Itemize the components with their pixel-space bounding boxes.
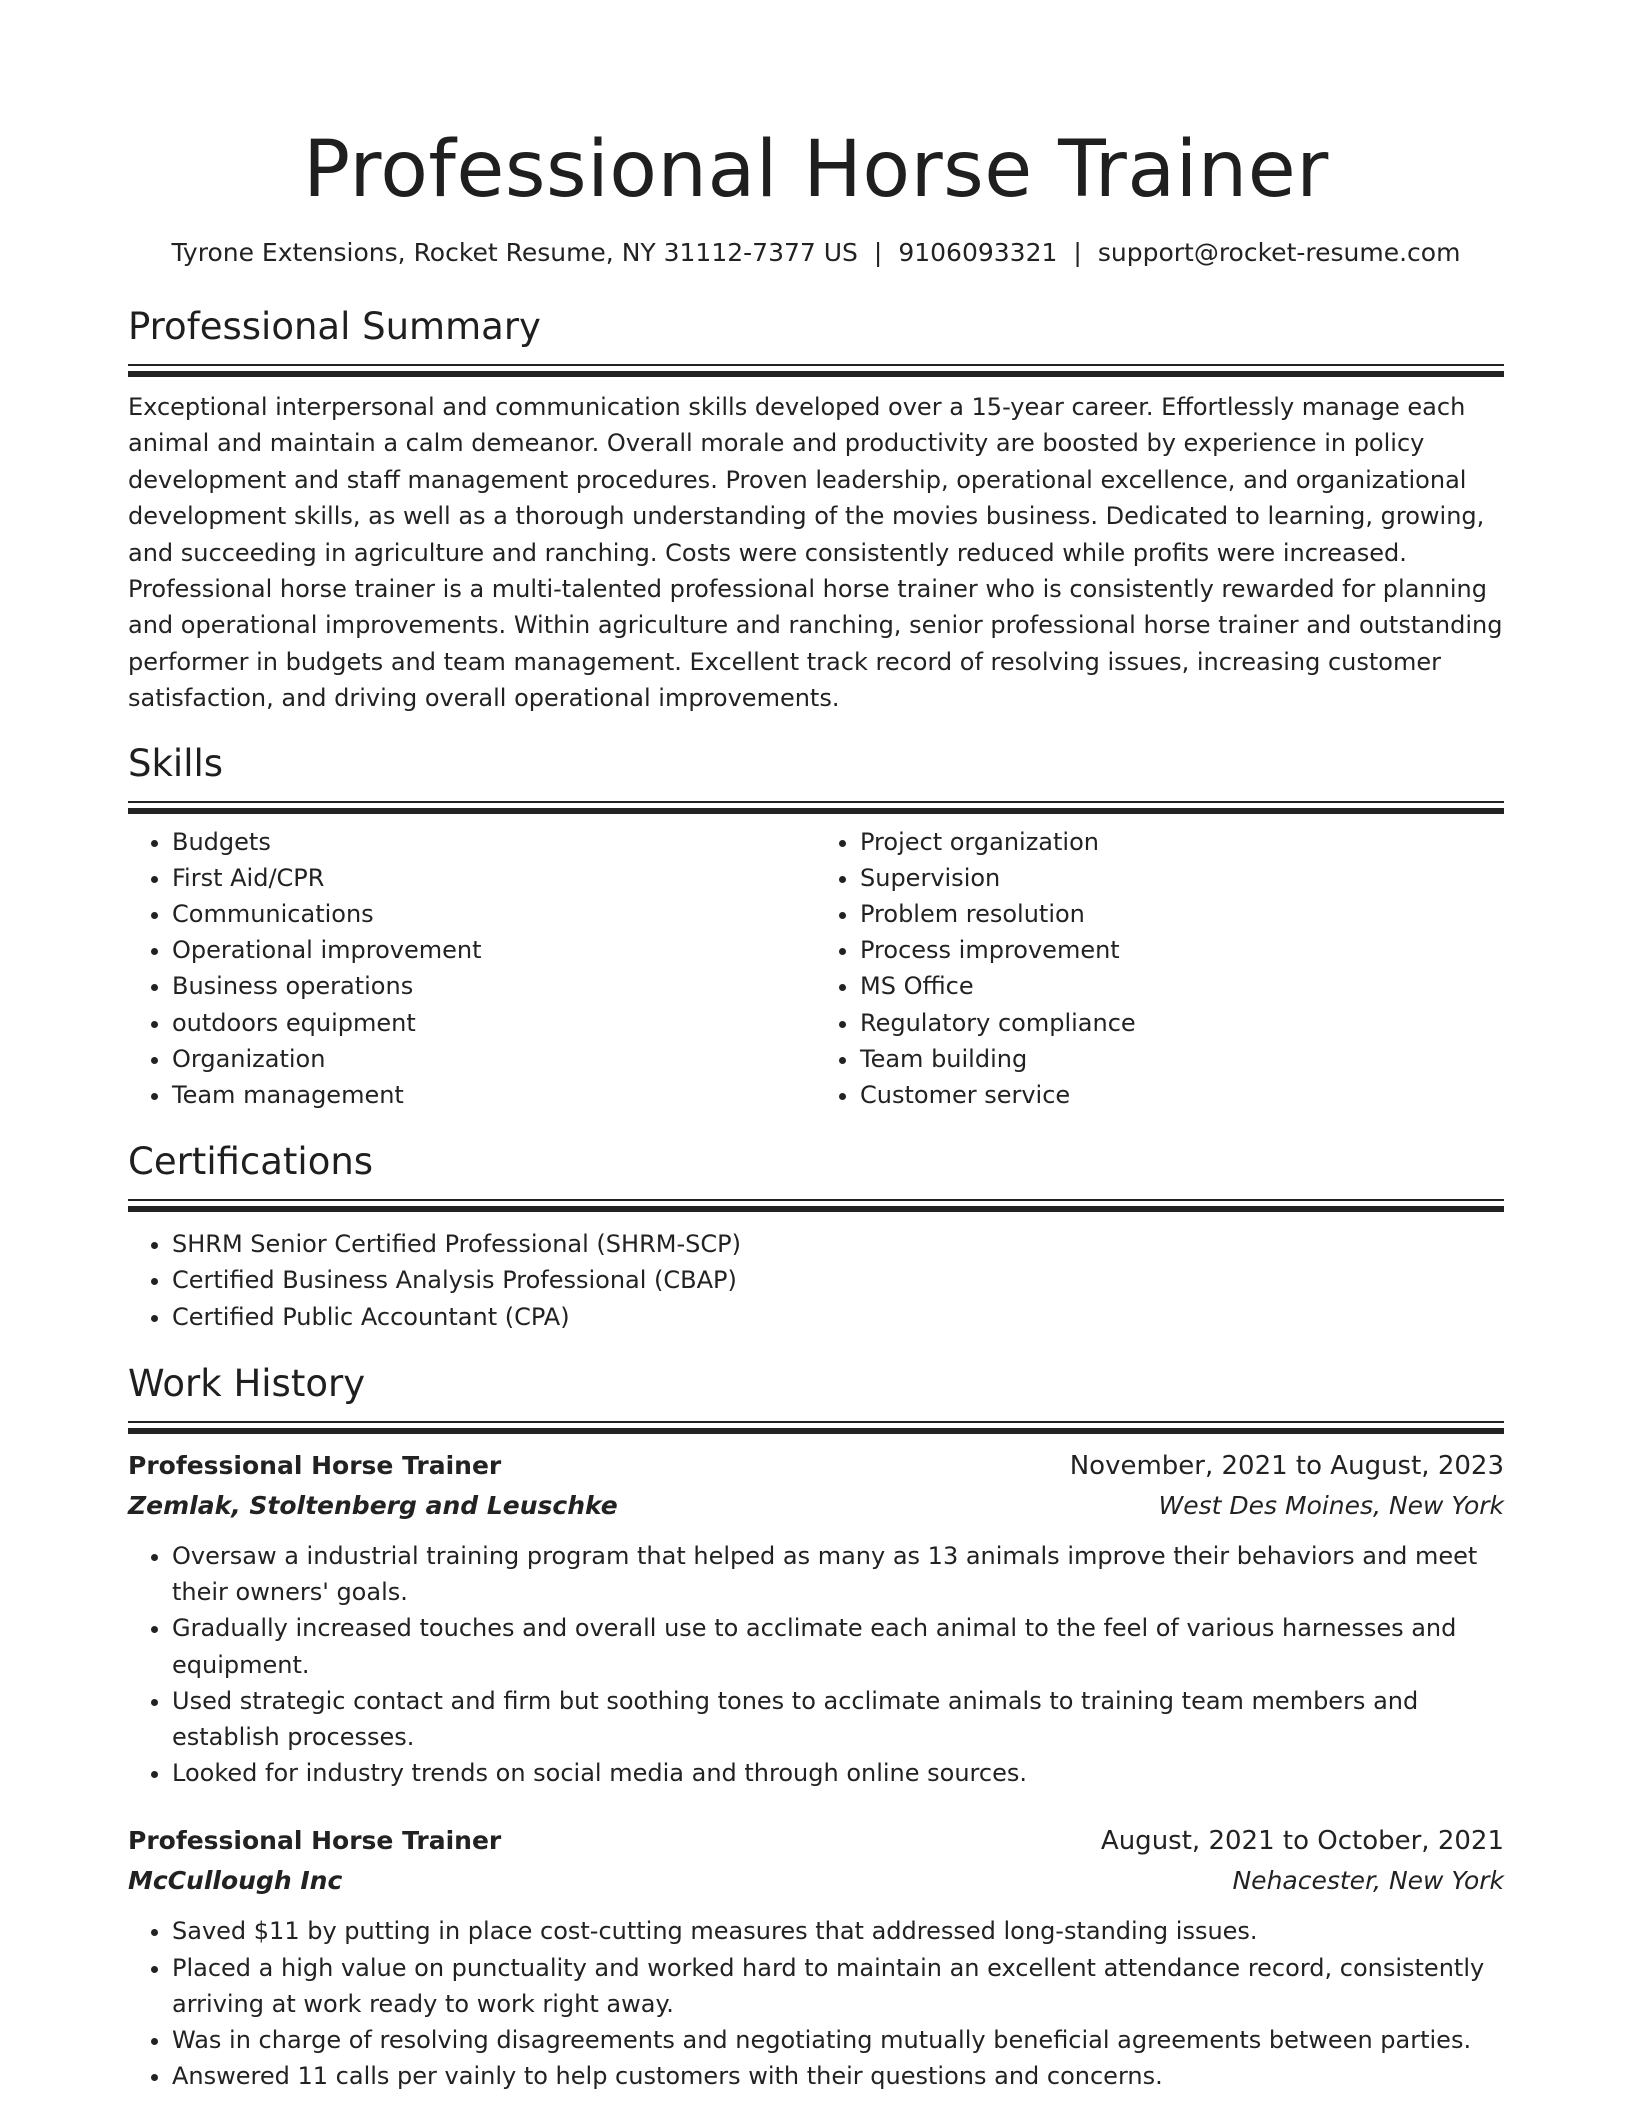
job-company: Zemlak, Stoltenberg and Leuschke bbox=[128, 1490, 618, 1520]
section-title: Work History bbox=[128, 1361, 366, 1405]
certifications-list bbox=[128, 1226, 1504, 1335]
job-subheader bbox=[128, 1486, 1504, 1526]
skill-item: • Communications bbox=[172, 896, 816, 932]
job-bullets bbox=[128, 1913, 1504, 2094]
skill-item: • MS Office bbox=[860, 968, 1504, 1004]
section-divider-thick bbox=[128, 1206, 1504, 1212]
summary-text: Exceptional interpersonal and communication skills developed over a 15-year career. Effortlessly manage each animal and maintain a calm demeanor. Overall morale and productivity are boosted by experience in policy development and staff management procedures. Proven leadership, operational excellence, and organizational development skills, as well as a thorough understanding of the movies business. Dedicated to learning, growing, and succeeding in agriculture and ranching. Costs were consistently reduced while profits were increased. Professional horse trainer is a multi-talented professional horse trainer who is consistently rewarded for planning and operational improvements. Within agriculture and ranching, senior professional horse trainer and outstanding performer in budgets and team management. Excellent track record of resolving issues, increasing customer satisfaction, and driving overall operational improvements. bbox=[128, 393, 1503, 713]
job-title: Professional Horse Trainer bbox=[128, 1826, 502, 1856]
resume-page bbox=[128, 0, 1504, 2094]
job-bullet: • Looked for industry trends on social media and through online sources. bbox=[172, 1755, 1504, 1791]
work-history-section bbox=[128, 1361, 1504, 2094]
job-header bbox=[128, 1821, 1504, 1861]
job-header bbox=[128, 1446, 1504, 1486]
skill-item: • Regulatory compliance bbox=[860, 1005, 1504, 1041]
contact-phone: 9106093321 bbox=[898, 238, 1058, 267]
job-bullet: • Answered 11 calls per vainly to help customers with their questions and concerns. bbox=[172, 2058, 1504, 2094]
skill-item: • Organization bbox=[172, 1041, 816, 1077]
certification-item: • Certified Business Analysis Professional (CBAP) bbox=[172, 1262, 1504, 1298]
job-location: West Des Moines, New York bbox=[1158, 1490, 1504, 1520]
skill-item: • Supervision bbox=[860, 860, 1504, 896]
contact-address: Tyrone Extensions, Rocket Resume, NY 31112-7377 US bbox=[171, 238, 858, 267]
section-divider bbox=[128, 364, 1504, 366]
skills-list-left bbox=[128, 824, 816, 1114]
job-title: Professional Horse Trainer bbox=[128, 1450, 502, 1480]
skill-item: • outdoors equipment bbox=[172, 1005, 816, 1041]
skills-section bbox=[128, 741, 1504, 1114]
job-bullets bbox=[128, 1538, 1504, 1791]
job-dates: November, 2021 to August, 2023 bbox=[1069, 1450, 1504, 1481]
section-title: Professional Summary bbox=[128, 305, 541, 348]
section-divider-thick bbox=[128, 371, 1504, 377]
skill-item: • Problem resolution bbox=[860, 896, 1504, 932]
section-title: Skills bbox=[128, 741, 224, 785]
resume-name: Professional Horse Trainer bbox=[303, 125, 1329, 215]
skill-item: • Operational improvement bbox=[172, 932, 816, 968]
skill-item: • Team building bbox=[860, 1041, 1504, 1077]
skill-item: • Team management bbox=[172, 1077, 816, 1113]
job-entry bbox=[128, 1446, 1504, 1791]
job-entry bbox=[128, 1821, 1504, 2094]
certification-item: • SHRM Senior Certified Professional (SHRM-SCP) bbox=[172, 1226, 1504, 1262]
skill-item: • Customer service bbox=[860, 1077, 1504, 1113]
job-bullet: • Was in charge of resolving disagreements and negotiating mutually beneficial agreements between parties. bbox=[172, 2022, 1504, 2058]
certifications-section bbox=[128, 1139, 1504, 1335]
job-bullet: • Saved $11 by putting in place cost-cutting measures that addressed long-standing issues. bbox=[172, 1913, 1504, 1949]
contact-separator: | bbox=[1073, 238, 1082, 267]
job-bullet: • Gradually increased touches and overall use to acclimate each animal to the feel of various harnesses and equipment. bbox=[172, 1610, 1504, 1682]
job-bullet: • Oversaw a industrial training program that helped as many as 13 animals improve their behaviors and meet their owners' goals. bbox=[172, 1538, 1504, 1610]
job-subheader bbox=[128, 1861, 1504, 1901]
section-divider-thick bbox=[128, 1428, 1504, 1434]
job-location: Nehacester, New York bbox=[1232, 1866, 1504, 1896]
skill-item: • Budgets bbox=[172, 824, 816, 860]
job-dates: August, 2021 to October, 2021 bbox=[1100, 1826, 1504, 1857]
section-title: Certifications bbox=[128, 1140, 374, 1184]
section-divider bbox=[128, 1421, 1504, 1423]
section-divider-thick bbox=[128, 808, 1504, 814]
skill-item: • Business operations bbox=[172, 968, 816, 1004]
section-divider bbox=[128, 1199, 1504, 1201]
contact-email: support@rocket-resume.com bbox=[1097, 238, 1461, 267]
skills-columns bbox=[128, 824, 1504, 1114]
skill-item: • Process improvement bbox=[860, 932, 1504, 968]
section-divider bbox=[128, 801, 1504, 803]
job-company: McCullough Inc bbox=[128, 1866, 343, 1896]
job-bullet: • Placed a high value on punctuality and worked hard to maintain an excellent attendance record, consistently arriving at work ready to work right away. bbox=[172, 1950, 1504, 2022]
contact-line bbox=[128, 236, 1504, 270]
skill-item: • First Aid/CPR bbox=[172, 860, 816, 896]
summary-section bbox=[128, 304, 1504, 717]
contact-separator: | bbox=[873, 238, 883, 267]
skills-list-right bbox=[816, 824, 1504, 1114]
job-bullet: • Used strategic contact and firm but soothing tones to acclimate animals to training team members and establish processes. bbox=[172, 1683, 1504, 1755]
skill-item: • Project organization bbox=[860, 824, 1504, 860]
certification-item: • Certified Public Accountant (CPA) bbox=[172, 1299, 1504, 1335]
